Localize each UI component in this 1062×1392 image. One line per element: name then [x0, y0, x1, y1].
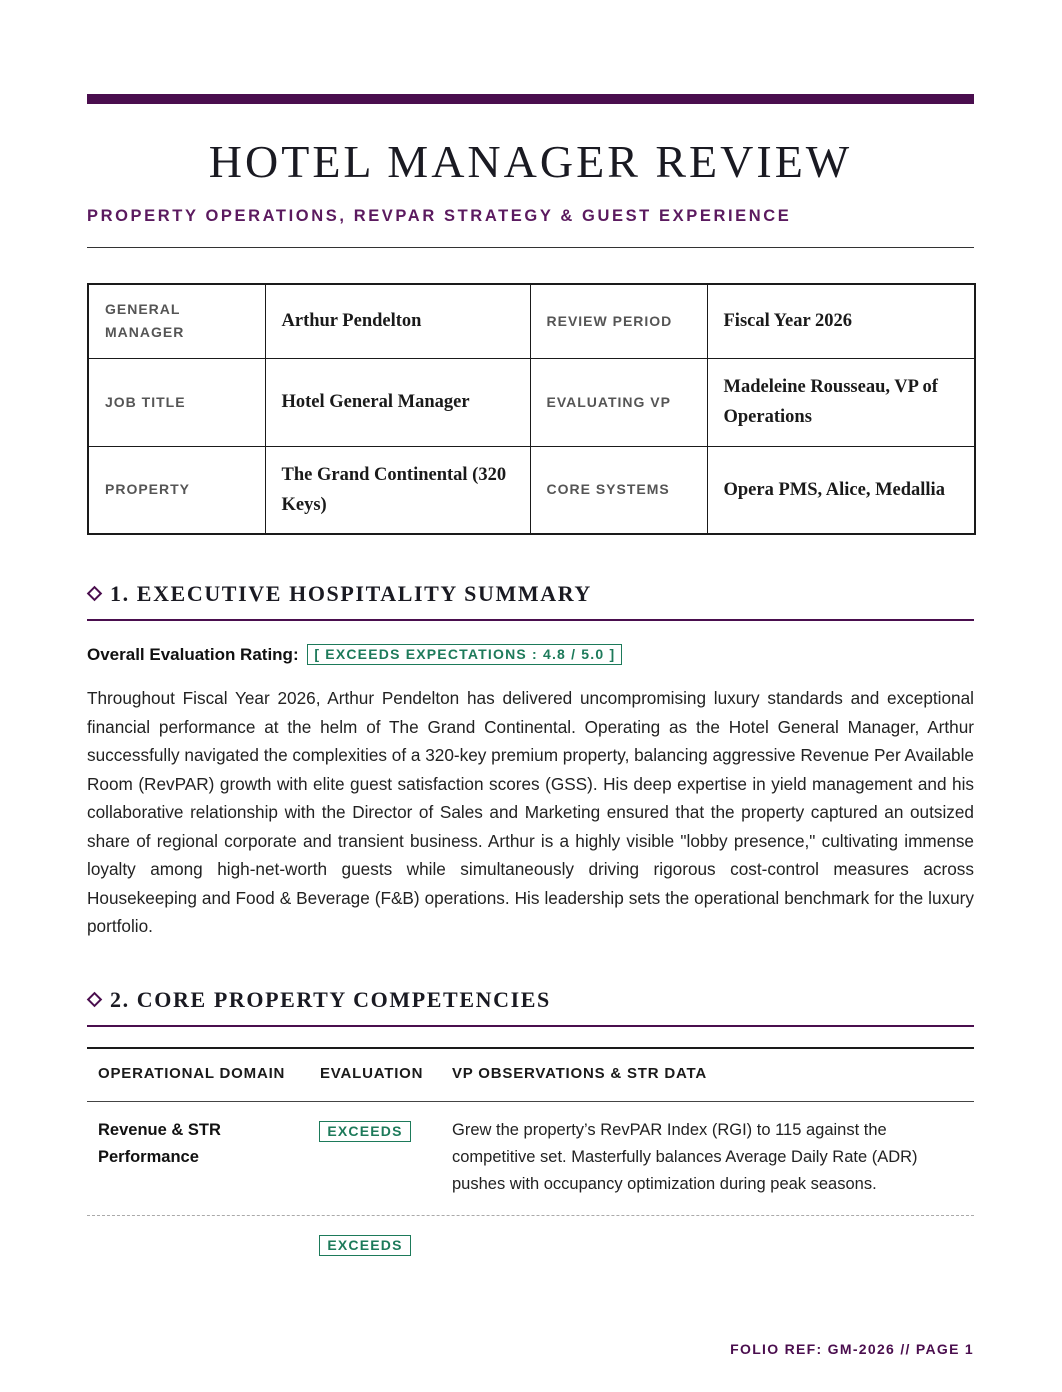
diamond-bullet-icon	[87, 586, 103, 602]
info-row	[88, 446, 975, 534]
column-header-observations: VP OBSERVATIONS & STR DATA	[452, 1065, 707, 1082]
info-label: GENERAL MANAGER	[88, 284, 265, 358]
info-value: The Grand Continental (320 Keys)	[265, 446, 530, 534]
title-divider	[87, 247, 974, 248]
executive-summary-text: Throughout Fiscal Year 2026, Arthur Pendelton has delivered uncompromising luxury standards and exceptional financial performance at the helm of The Grand Continental. Operating as the Hotel General Manager, Arthur successfully navigated the complexities of a 320-key premium property, balancing aggressive Revenue Per Available Room (RevPAR) growth with elite guest satisfaction scores (GSS). His deep expertise in yield management and his collaborative relationship with the Director of Sales and Marketing ensured that the property captured an outsized share of regional corporate and transient business. Arthur is a highly visible "lobby presence," cultivating immense loyalty among high-net-worth guests while simultaneously driving rigorous cost-control measures across Housekeeping and Food & Beverage (F&B) operations. His leadership sets the operational benchmark for the luxury portfolio.	[87, 688, 974, 936]
section-heading-summary	[87, 580, 974, 608]
top-accent-bar	[87, 94, 974, 104]
competency-domain: Revenue & STR Performance	[98, 1121, 221, 1166]
evaluation-badge: EXCEEDS	[319, 1235, 411, 1256]
info-label: CORE SYSTEMS	[530, 446, 707, 534]
section-divider	[87, 619, 974, 621]
info-value: Fiscal Year 2026	[707, 284, 975, 358]
rating-label: Overall Evaluation Rating:	[87, 645, 299, 664]
info-label: PROPERTY	[88, 446, 265, 534]
section-heading-text: 2. CORE PROPERTY COMPETENCIES	[110, 987, 551, 1012]
competency-table-top-rule	[87, 1047, 974, 1049]
diamond-bullet-icon	[87, 992, 103, 1008]
info-value: Madeleine Rousseau, VP of Operations	[707, 358, 975, 446]
document-subtitle: PROPERTY OPERATIONS, REVPAR STRATEGY & GUEST EXPERIENCE	[87, 207, 792, 225]
info-label: REVIEW PERIOD	[530, 284, 707, 358]
review-page	[87, 0, 974, 1392]
row-divider	[87, 1215, 974, 1216]
folio-reference: FOLIO REF: GM-2026 // PAGE 1	[730, 1341, 974, 1357]
column-header-evaluation: EVALUATION	[320, 1065, 424, 1082]
info-label: JOB TITLE	[88, 358, 265, 446]
employee-info-table	[87, 283, 976, 535]
info-row	[88, 284, 975, 358]
vp-observation: Grew the property’s RevPAR Index (RGI) to 115 against the competitive set. Masterfully balances Average Daily Rate (ADR) pushes with occupancy optimization during peak seasons.	[452, 1121, 918, 1193]
evaluation-badge: EXCEEDS	[319, 1121, 411, 1142]
document-title: HOTEL MANAGER REVIEW	[208, 136, 853, 187]
rating-badge: [ EXCEEDS EXPECTATIONS : 4.8 / 5.0 ]	[307, 644, 622, 665]
info-row	[88, 358, 975, 446]
section-heading-text: 1. EXECUTIVE HOSPITALITY SUMMARY	[110, 581, 592, 606]
competency-header-rule	[87, 1101, 974, 1102]
info-value: Opera PMS, Alice, Medallia	[707, 446, 975, 534]
info-value: Arthur Pendelton	[265, 284, 530, 358]
info-label: EVALUATING VP	[530, 358, 707, 446]
section-heading-competencies	[87, 986, 974, 1014]
info-value: Hotel General Manager	[265, 358, 530, 446]
overall-rating	[87, 643, 622, 667]
section-divider	[87, 1025, 974, 1027]
column-header-domain: OPERATIONAL DOMAIN	[98, 1065, 286, 1082]
